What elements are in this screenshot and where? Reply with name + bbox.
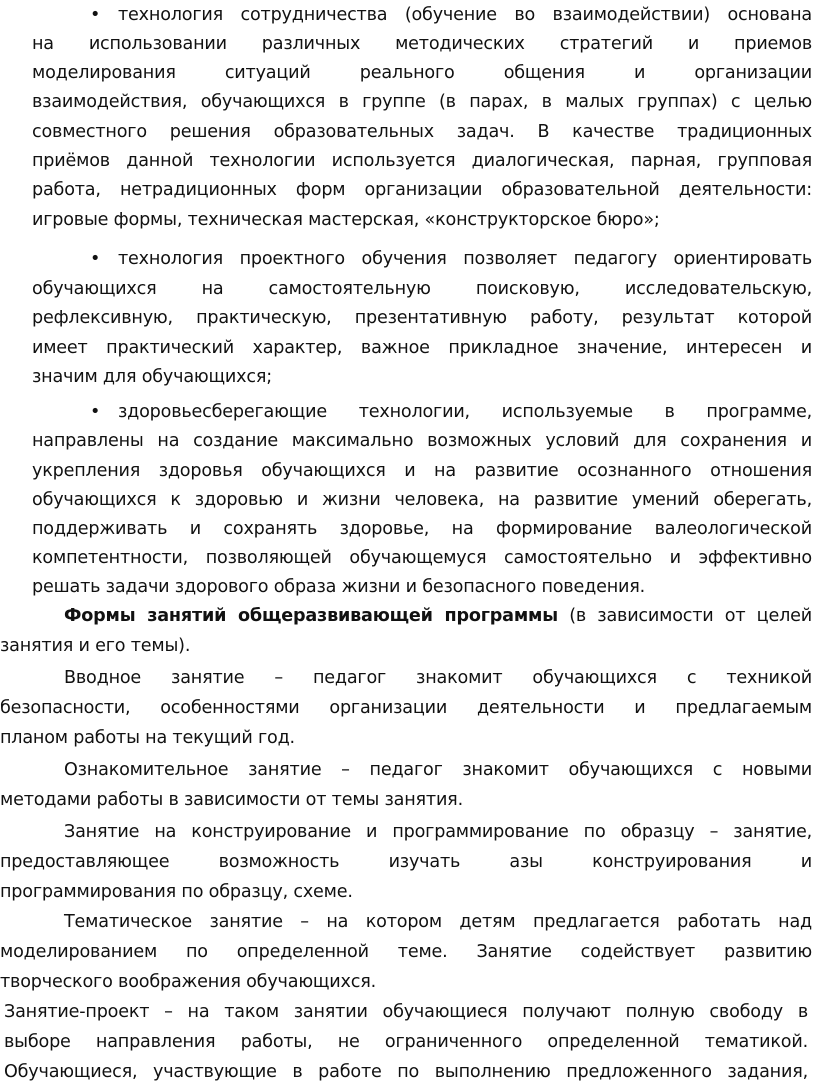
text-line: решать задачи здорового образа жизни и безопасного поведения.	[32, 577, 646, 597]
bullet-item-cooperation	[32, 0, 812, 240]
text-line: творческого воображения обучающихся.	[0, 972, 376, 992]
text-line: Ознакомительное занятие – педагог знакомит обучающихся с новыми	[64, 760, 812, 780]
bullet-icon: •	[90, 5, 101, 25]
bullet-icon: •	[90, 249, 101, 269]
text-line: методами работы в зависимости от темы занятия.	[0, 790, 463, 810]
text-line: технология сотрудничества (обучение во взаимодействии) основана	[118, 5, 812, 25]
text-line: на использовании различных методических стратегий и приемов	[32, 34, 812, 54]
text-line: обучающихся к здоровью и жизни человека, на развитие умений оберегать,	[32, 490, 812, 510]
text-line: технология проектного обучения позволяет педагогу ориентировать	[118, 249, 812, 269]
paragraph-familiarization-lesson	[0, 756, 812, 818]
paragraph-project-lesson	[4, 998, 808, 1089]
text-line: укрепления здоровья обучающихся и на развитие осознанного отношения	[32, 461, 812, 481]
text-line: поддерживать и сохранять здоровье, на формирование валеологической	[32, 519, 812, 539]
text-line: Занятие-проект – на таком занятии обучающиеся получают полную свободу в	[4, 1002, 808, 1022]
text-line: Тематическое занятие – на котором детям предлагается работать над	[64, 912, 812, 932]
section-heading: Формы занятий общеразвивающей программы	[64, 606, 558, 626]
text-line	[64, 602, 812, 631]
text-line: моделированием по определенной теме. Занятие содействует развитию	[0, 942, 812, 962]
text-line: Вводное занятие – педагог знакомит обучающихся с техникой	[64, 668, 812, 688]
bullet-icon: •	[90, 402, 101, 422]
text-line: направлены на создание максимально возможных условий для сохранения и	[32, 431, 812, 451]
section-forms-of-classes	[0, 602, 812, 664]
text-line: планом работы на текущий год.	[0, 728, 295, 748]
text-line: предоставляющее возможность изучать азы конструирования и	[0, 852, 812, 872]
bullet-item-health	[32, 398, 812, 603]
text-line: взаимодействия, обучающихся в группе (в парах, в малых группах) с целью	[32, 92, 812, 112]
text-line: выборе направления работы, не ограниченного определенной тематикой.	[4, 1032, 808, 1052]
bullet-item-project	[32, 243, 812, 393]
text-line: безопасности, особенностями организации деятельности и предлагаемым	[0, 698, 812, 718]
text-line: приёмов данной технологии используется диалогическая, парная, групповая	[32, 151, 812, 171]
text-line: игровые формы, техническая мастерская, «конструкторское бюро»;	[32, 210, 660, 230]
paragraph-thematic-lesson	[0, 908, 812, 1000]
text-line: Занятие на конструирование и программирование по образцу – занятие,	[64, 822, 812, 842]
text-line: совместного решения образовательных задач. В качестве традиционных	[32, 122, 812, 142]
text-line: моделирования ситуаций реального общения и организации	[32, 63, 812, 83]
text-line: занятия и его темы).	[0, 636, 191, 656]
text-line: значим для обучающихся;	[32, 367, 272, 387]
text-line: обучающихся на самостоятельную поисковую, исследовательскую,	[32, 279, 812, 299]
text-line: рефлексивную, практическую, презентативную работу, результат которой	[32, 308, 812, 328]
section-heading-note: (в зависимости от целей	[557, 606, 812, 626]
text-line: имеет практический характер, важное прикладное значение, интересен и	[32, 338, 812, 358]
paragraph-intro-lesson	[0, 664, 812, 756]
text-line: Обучающиеся, участвующие в работе по выполнению предложенного задания,	[4, 1062, 808, 1082]
text-line: программирования по образцу, схеме.	[0, 882, 353, 902]
paragraph-construction-lesson	[0, 818, 812, 910]
text-line: здоровьесберегающие технологии, используемые в программе,	[118, 402, 812, 422]
text-line: работа, нетрадиционных форм организации образовательной деятельности:	[32, 180, 812, 200]
text-line: компетентности, позволяющей обучающемуся самостоятельно и эффективно	[32, 548, 812, 568]
